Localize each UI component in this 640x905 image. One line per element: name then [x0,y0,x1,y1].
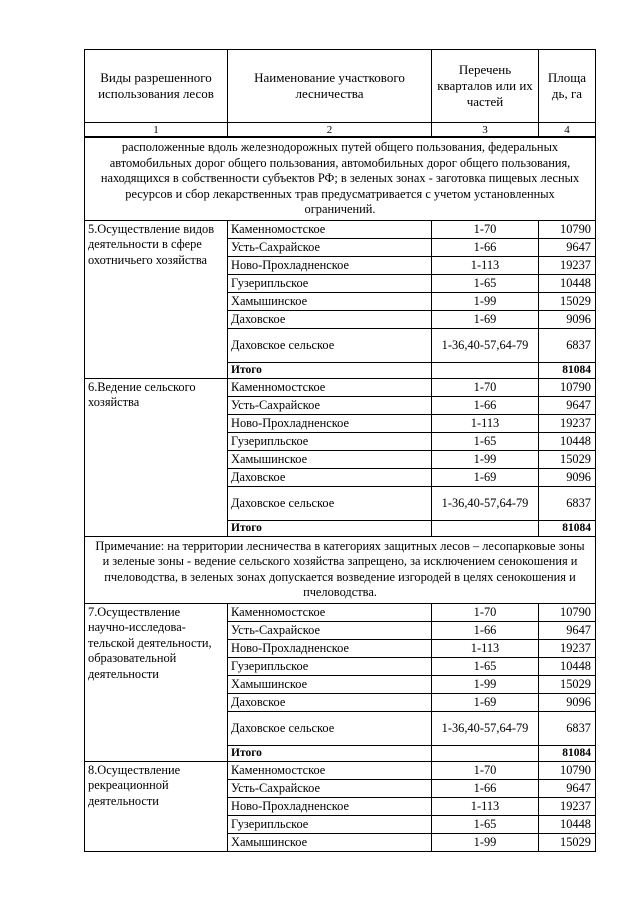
total-label-cell: Итого [228,362,432,378]
table-row [85,603,596,621]
column-number-4: 4 [539,123,596,138]
quarters-cell: 1-69 [432,310,539,328]
table-row [85,378,596,396]
area-cell: 10448 [539,432,596,450]
district-name-cell: Каменномостское [228,220,432,238]
quarters-cell: 1-99 [432,450,539,468]
quarters-cell: 1-99 [432,675,539,693]
area-cell: 10448 [539,274,596,292]
area-cell: 6837 [539,711,596,745]
quarters-cell: 1-113 [432,256,539,274]
quarters-cell: 1-113 [432,639,539,657]
district-name-cell: Даховское сельское [228,328,432,362]
area-cell: 19237 [539,256,596,274]
area-cell: 15029 [539,675,596,693]
total-area-cell: 81084 [539,520,596,536]
quarters-cell: 1-99 [432,292,539,310]
note-top-text: расположенные вдоль железнодорожных путей общего пользования, федеральных автомобильных дорог общего пользования, автомобильных дорог общего пользования, находящихся в собственности субъектов РФ; в зеленых зонах - заготовка пищевых лесных ресурсов и сбор лекарственных трав предусматривается с учетом установленных ограничений. [85,137,596,220]
area-cell: 10448 [539,657,596,675]
note-row-top [85,137,596,220]
area-cell: 19237 [539,797,596,815]
district-name-cell: Даховское [228,310,432,328]
quarters-cell: 1-66 [432,621,539,639]
area-cell: 19237 [539,414,596,432]
district-name-cell: Хамышинское [228,450,432,468]
area-cell: 9096 [539,693,596,711]
area-cell: 15029 [539,292,596,310]
district-name-cell: Усть-Сахрайское [228,396,432,414]
area-cell: 10790 [539,603,596,621]
use-type-cell: 8.Осуществление рекреационной деятельности [85,761,228,851]
district-name-cell: Каменномостское [228,603,432,621]
header-district-name: Наименование участкового лесничества [228,50,432,123]
area-cell: 10448 [539,815,596,833]
area-cell: 6837 [539,486,596,520]
table-row [85,761,596,779]
header-use-types: Виды разрешенного использования лесов [85,50,228,123]
area-cell: 9647 [539,779,596,797]
quarters-cell: 1-69 [432,693,539,711]
total-label-cell: Итого [228,745,432,761]
district-name-cell: Ново-Прохладненское [228,797,432,815]
district-name-cell: Даховское сельское [228,486,432,520]
header-quarters: Перечень кварталов или их частей [432,50,539,123]
district-name-cell: Ново-Прохладненское [228,256,432,274]
quarters-cell: 1-66 [432,779,539,797]
district-name-cell: Даховское [228,468,432,486]
district-name-cell: Ново-Прохладненское [228,414,432,432]
total-quarters-cell [432,362,539,378]
note-row-mid [85,536,596,603]
quarters-cell: 1-113 [432,797,539,815]
header-row [85,50,596,123]
area-cell: 10790 [539,378,596,396]
district-name-cell: Усть-Сахрайское [228,621,432,639]
column-number-3: 3 [432,123,539,138]
district-name-cell: Хамышинское [228,833,432,851]
total-label-cell: Итого [228,520,432,536]
area-cell: 19237 [539,639,596,657]
quarters-cell: 1-113 [432,414,539,432]
quarters-cell: 1-70 [432,761,539,779]
district-name-cell: Хамышинское [228,675,432,693]
quarters-cell: 1-66 [432,396,539,414]
use-type-cell: 6.Ведение сельского хозяйства [85,378,228,536]
total-quarters-cell [432,745,539,761]
column-number-2: 2 [228,123,432,138]
district-name-cell: Усть-Сахрайское [228,779,432,797]
area-cell: 6837 [539,328,596,362]
quarters-cell: 1-36,40-57,64-79 [432,711,539,745]
total-area-cell: 81084 [539,362,596,378]
area-cell: 10790 [539,761,596,779]
column-number-row [85,123,596,138]
quarters-cell: 1-36,40-57,64-79 [432,328,539,362]
header-area: Площа дь, га [539,50,596,123]
quarters-cell: 1-65 [432,815,539,833]
quarters-cell: 1-65 [432,274,539,292]
district-name-cell: Каменномостское [228,378,432,396]
district-name-cell: Гузерипльское [228,815,432,833]
quarters-cell: 1-70 [432,220,539,238]
district-name-cell: Усть-Сахрайское [228,238,432,256]
quarters-cell: 1-99 [432,833,539,851]
district-name-cell: Хамышинское [228,292,432,310]
district-name-cell: Ново-Прохладненское [228,639,432,657]
area-cell: 10790 [539,220,596,238]
district-name-cell: Гузерипльское [228,274,432,292]
district-name-cell: Гузерипльское [228,657,432,675]
area-cell: 9096 [539,310,596,328]
total-quarters-cell [432,520,539,536]
district-name-cell: Гузерипльское [228,432,432,450]
district-name-cell: Каменномостское [228,761,432,779]
quarters-cell: 1-70 [432,378,539,396]
total-area-cell: 81084 [539,745,596,761]
use-type-cell: 5.Осуществление видов деятельности в сфере охотничьего хозяйства [85,220,228,378]
area-cell: 15029 [539,450,596,468]
area-cell: 9647 [539,621,596,639]
quarters-cell: 1-69 [432,468,539,486]
area-cell: 9096 [539,468,596,486]
forest-use-table [84,49,596,852]
district-name-cell: Даховское [228,693,432,711]
area-cell: 15029 [539,833,596,851]
quarters-cell: 1-65 [432,432,539,450]
area-cell: 9647 [539,396,596,414]
area-cell: 9647 [539,238,596,256]
quarters-cell: 1-65 [432,657,539,675]
column-number-1: 1 [85,123,228,138]
district-name-cell: Даховское сельское [228,711,432,745]
use-type-cell: 7.Осуществление научно-исследова-тельской деятельности, образовательной деятельности [85,603,228,761]
note-mid-text: Примечание: на территории лесничества в категориях защитных лесов – лесопарковые зоны и зеленые зоны - ведение сельского хозяйства запрещено, за исключением сенокошения и пчеловодства, в зеленых зонах допускается возведение изгородей в целях сенокошения и пчеловодства. [85,536,596,603]
quarters-cell: 1-70 [432,603,539,621]
quarters-cell: 1-66 [432,238,539,256]
table-row [85,220,596,238]
quarters-cell: 1-36,40-57,64-79 [432,486,539,520]
